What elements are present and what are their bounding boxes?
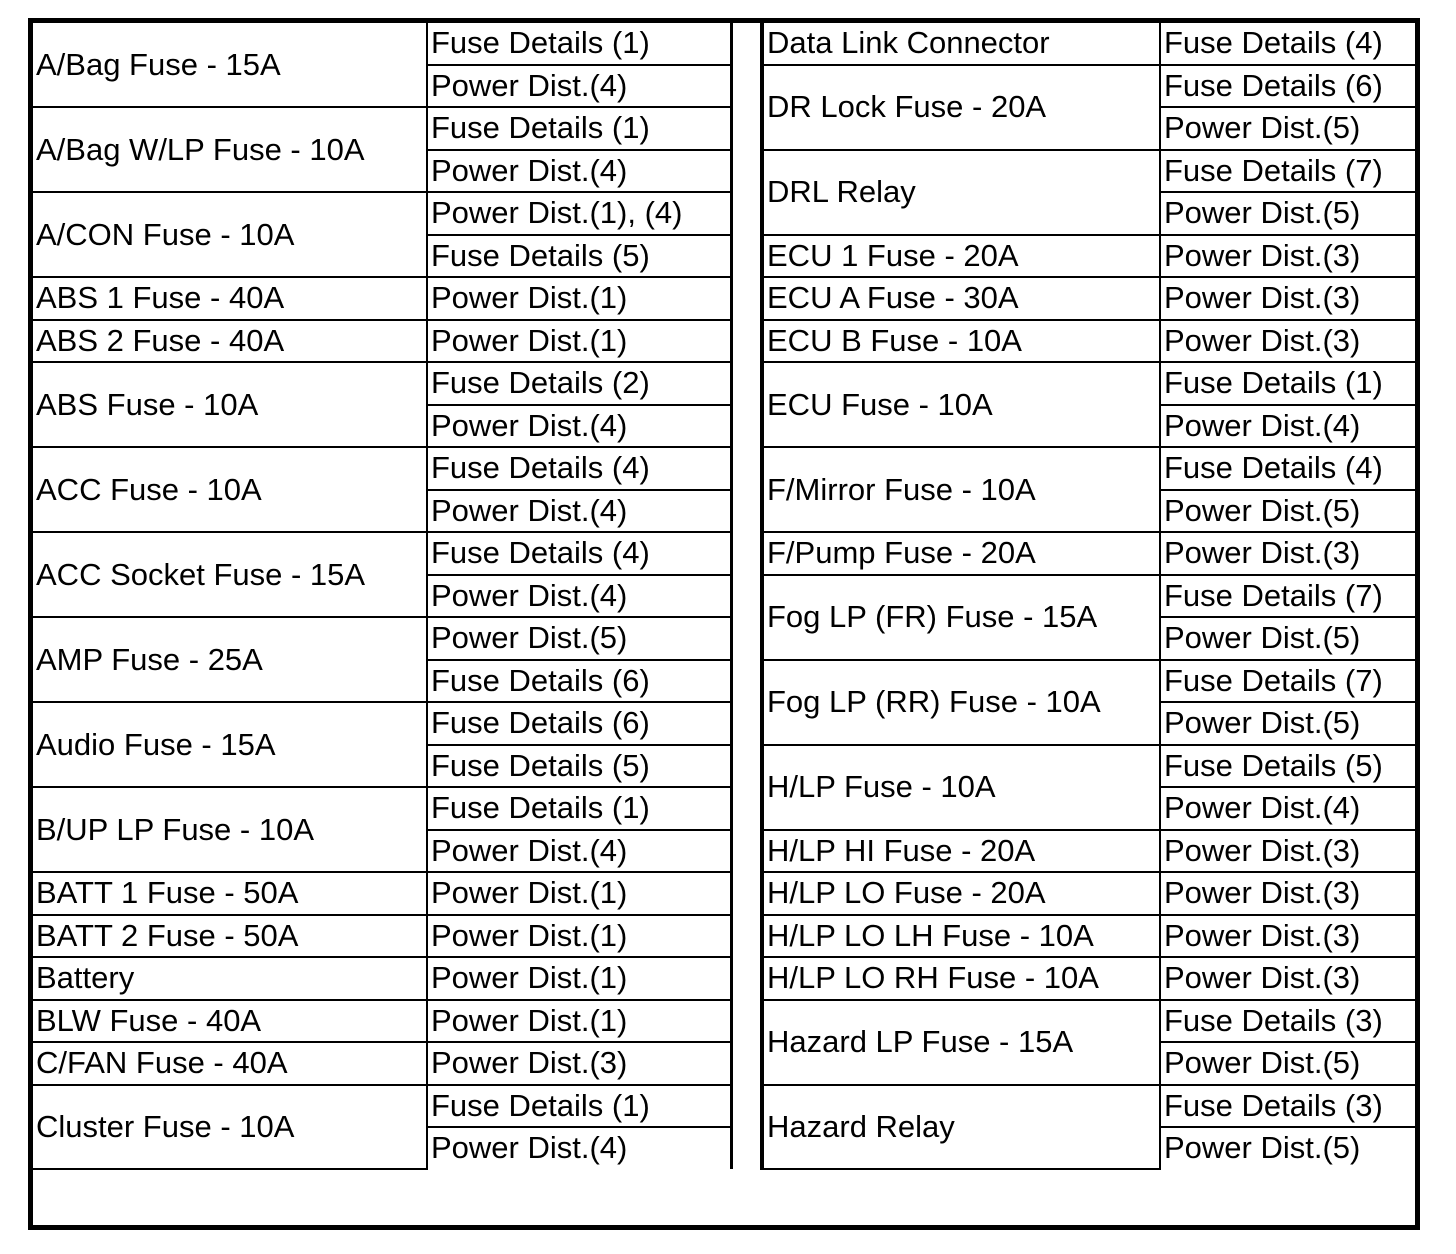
component-name: ACC Fuse - 10A	[33, 447, 427, 532]
component-name: H/LP LO RH Fuse - 10A	[762, 957, 1160, 1000]
component-name: H/LP HI Fuse - 20A	[762, 830, 1160, 873]
reference-cell: Fuse Details (2)	[427, 362, 732, 405]
table-row	[762, 23, 1415, 65]
component-name: H/LP LO LH Fuse - 10A	[762, 915, 1160, 958]
reference-cell: Power Dist.(3)	[1160, 872, 1415, 915]
table-row	[762, 1085, 1415, 1128]
reference-cell: Fuse Details (5)	[427, 745, 732, 788]
reference-cell: Fuse Details (7)	[1160, 660, 1415, 703]
reference-cell: Fuse Details (1)	[427, 787, 732, 830]
reference-cell: Fuse Details (1)	[1160, 362, 1415, 405]
reference-cell: Fuse Details (1)	[427, 23, 732, 65]
reference-cell: Power Dist.(4)	[427, 150, 732, 193]
table-row	[762, 235, 1415, 278]
reference-cell: Fuse Details (4)	[1160, 447, 1415, 490]
reference-cell: Power Dist.(5)	[1160, 1127, 1415, 1169]
reference-cell: Power Dist.(4)	[1160, 405, 1415, 448]
reference-cell: Power Dist.(1)	[427, 872, 732, 915]
table-row	[762, 575, 1415, 618]
component-name: ECU Fuse - 10A	[762, 362, 1160, 447]
reference-cell: Power Dist.(3)	[1160, 957, 1415, 1000]
table-row	[33, 1042, 732, 1085]
table-row	[762, 915, 1415, 958]
reference-cell: Power Dist.(5)	[1160, 192, 1415, 235]
table-row	[33, 915, 732, 958]
reference-cell: Power Dist.(1)	[427, 1000, 732, 1043]
reference-cell: Fuse Details (3)	[1160, 1000, 1415, 1043]
reference-cell: Fuse Details (5)	[427, 235, 732, 278]
column-separator	[733, 23, 760, 1225]
component-name: BLW Fuse - 40A	[33, 1000, 427, 1043]
component-name: DR Lock Fuse - 20A	[762, 65, 1160, 150]
table-row	[33, 320, 732, 363]
table-row	[33, 277, 732, 320]
table-row	[33, 532, 732, 575]
reference-cell: Power Dist.(3)	[1160, 915, 1415, 958]
fuse-index-table	[28, 18, 1420, 1230]
reference-cell: Fuse Details (4)	[427, 532, 732, 575]
component-name: BATT 2 Fuse - 50A	[33, 915, 427, 958]
component-name: Audio Fuse - 15A	[33, 702, 427, 787]
component-name: Data Link Connector	[762, 23, 1160, 65]
reference-cell: Fuse Details (1)	[427, 107, 732, 150]
reference-cell: Power Dist.(4)	[427, 490, 732, 533]
reference-cell: Fuse Details (4)	[427, 447, 732, 490]
component-name: Fog LP (FR) Fuse - 15A	[762, 575, 1160, 660]
component-name: ECU 1 Fuse - 20A	[762, 235, 1160, 278]
table-row	[762, 957, 1415, 1000]
component-name: BATT 1 Fuse - 50A	[33, 872, 427, 915]
component-name: ACC Socket Fuse - 15A	[33, 532, 427, 617]
component-name: Hazard LP Fuse - 15A	[762, 1000, 1160, 1085]
reference-cell: Power Dist.(4)	[427, 65, 732, 108]
reference-cell: Power Dist.(5)	[1160, 702, 1415, 745]
reference-cell: Fuse Details (7)	[1160, 150, 1415, 193]
table-row	[762, 1000, 1415, 1043]
reference-cell: Power Dist.(5)	[427, 617, 732, 660]
component-name: F/Pump Fuse - 20A	[762, 532, 1160, 575]
component-name: ECU B Fuse - 10A	[762, 320, 1160, 363]
table-row	[33, 362, 732, 405]
reference-cell: Power Dist.(4)	[427, 575, 732, 618]
reference-cell: Power Dist.(4)	[427, 830, 732, 873]
reference-cell: Power Dist.(1)	[427, 915, 732, 958]
component-name: H/LP LO Fuse - 20A	[762, 872, 1160, 915]
table-row	[33, 1000, 732, 1043]
table-row	[762, 447, 1415, 490]
reference-cell: Power Dist.(5)	[1160, 617, 1415, 660]
reference-cell: Power Dist.(1)	[427, 320, 732, 363]
table-row	[762, 320, 1415, 363]
component-name: Battery	[33, 957, 427, 1000]
component-name: Fog LP (RR) Fuse - 10A	[762, 660, 1160, 745]
reference-cell: Fuse Details (6)	[427, 702, 732, 745]
component-name: A/CON Fuse - 10A	[33, 192, 427, 277]
reference-cell: Power Dist.(5)	[1160, 107, 1415, 150]
component-name: H/LP Fuse - 10A	[762, 745, 1160, 830]
table-row	[762, 532, 1415, 575]
component-name: A/Bag W/LP Fuse - 10A	[33, 107, 427, 192]
component-name: A/Bag Fuse - 15A	[33, 23, 427, 107]
reference-cell: Fuse Details (1)	[427, 1085, 732, 1128]
component-name: ABS Fuse - 10A	[33, 362, 427, 447]
component-name: DRL Relay	[762, 150, 1160, 235]
reference-cell: Power Dist.(1)	[427, 957, 732, 1000]
table-row	[762, 660, 1415, 703]
reference-cell: Fuse Details (3)	[1160, 1085, 1415, 1128]
reference-cell: Power Dist.(3)	[1160, 830, 1415, 873]
reference-cell: Power Dist.(3)	[1160, 320, 1415, 363]
left-index-column	[33, 23, 733, 1170]
component-name: F/Mirror Fuse - 10A	[762, 447, 1160, 532]
reference-cell: Fuse Details (6)	[1160, 65, 1415, 108]
component-name: ECU A Fuse - 30A	[762, 277, 1160, 320]
component-name: C/FAN Fuse - 40A	[33, 1042, 427, 1085]
reference-cell: Power Dist.(4)	[427, 405, 732, 448]
table-row	[762, 872, 1415, 915]
reference-cell: Power Dist.(5)	[1160, 490, 1415, 533]
reference-cell: Fuse Details (4)	[1160, 23, 1415, 65]
table-row	[33, 192, 732, 235]
component-name: Hazard Relay	[762, 1085, 1160, 1169]
right-index-column	[760, 23, 1415, 1170]
reference-cell: Power Dist.(3)	[427, 1042, 732, 1085]
component-name: ABS 1 Fuse - 40A	[33, 277, 427, 320]
reference-cell: Power Dist.(5)	[1160, 1042, 1415, 1085]
component-name: B/UP LP Fuse - 10A	[33, 787, 427, 872]
table-row	[33, 957, 732, 1000]
table-row	[33, 872, 732, 915]
table-row	[33, 23, 732, 65]
table-row	[762, 65, 1415, 108]
reference-cell: Fuse Details (6)	[427, 660, 732, 703]
component-name: ABS 2 Fuse - 40A	[33, 320, 427, 363]
reference-cell: Fuse Details (7)	[1160, 575, 1415, 618]
table-row	[33, 702, 732, 745]
component-name: Cluster Fuse - 10A	[33, 1085, 427, 1169]
reference-cell: Power Dist.(3)	[1160, 277, 1415, 320]
table-row	[762, 830, 1415, 873]
reference-cell: Power Dist.(4)	[427, 1127, 732, 1169]
table-row	[33, 787, 732, 830]
reference-cell: Power Dist.(1), (4)	[427, 192, 732, 235]
reference-cell: Power Dist.(3)	[1160, 235, 1415, 278]
table-row	[762, 277, 1415, 320]
component-name: AMP Fuse - 25A	[33, 617, 427, 702]
reference-cell: Fuse Details (5)	[1160, 745, 1415, 788]
table-row	[33, 447, 732, 490]
table-row	[33, 1085, 732, 1128]
reference-cell: Power Dist.(1)	[427, 277, 732, 320]
table-row	[33, 107, 732, 150]
reference-cell: Power Dist.(3)	[1160, 532, 1415, 575]
table-row	[33, 617, 732, 660]
table-row	[762, 150, 1415, 193]
table-row	[762, 745, 1415, 788]
table-row	[762, 362, 1415, 405]
reference-cell: Power Dist.(4)	[1160, 787, 1415, 830]
